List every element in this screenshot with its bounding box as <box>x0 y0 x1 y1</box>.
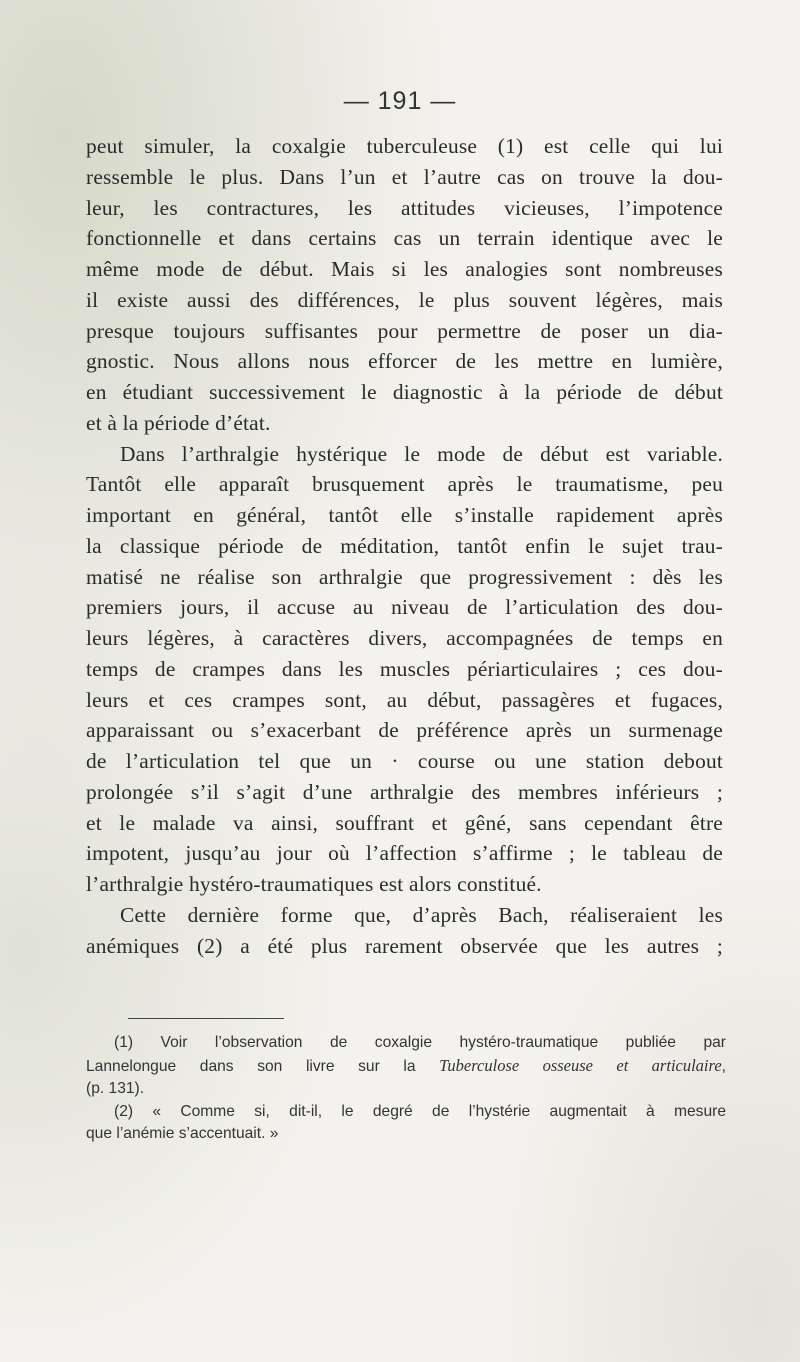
text-line: il existe aussi des différences, le plus souvent légères, mais <box>86 287 723 312</box>
text-line: gnostic. Nous allons nous efforcer de les mettre en lumière, <box>86 349 723 374</box>
text-line: prolongée s’il s’agit d’une arthralgie des membres inférieurs ; <box>86 779 723 804</box>
text-line: ressemble le plus. Dans l’un et l’autre cas on trouve la dou- <box>86 164 723 189</box>
text-line: apparaissant ou s’exacerbant de préférence après un surmenage <box>86 718 723 743</box>
body-text <box>86 131 723 961</box>
text-line: leurs et ces crampes sont, au début, passagères et fugaces, <box>86 687 723 712</box>
footnote-1-text: Lannelongue dans son livre sur la <box>86 1057 440 1075</box>
text-line: presque toujours suffisantes pour permettre de poser un dia- <box>86 318 723 343</box>
text-line: anémiques (2) a été plus rarement observée que les autres ; <box>86 933 723 958</box>
text-line: en étudiant successivement le diagnostic à la période de début <box>86 380 723 404</box>
footnote-1-line: (1) Voir l’observation de coxalgie hystéro-traumatique publiée par <box>114 1034 726 1051</box>
text-line: leurs légères, à caractères divers, accompagnées de temps en <box>86 626 723 650</box>
text-line: matisé ne réalise son arthralgie que progressivement : dès les <box>86 564 723 589</box>
footnote-1-line: (p. 131). <box>86 1080 145 1098</box>
text-line: fonctionnelle et dans certains cas un terrain identique avec le <box>86 226 723 251</box>
text-line: Dans l’arthralgie hystérique le mode de début est variable. <box>120 441 723 466</box>
text-line: même mode de début. Mais si les analogies sont nombreuses <box>86 257 723 281</box>
text-line: la classique période de méditation, tantôt enfin le sujet trau- <box>86 533 723 558</box>
text-line: important en général, tantôt elle s’installe rapidement après <box>86 503 723 527</box>
text-line: premiers jours, il accuse au niveau de l’articulation des dou- <box>86 595 723 620</box>
footnotes <box>86 1032 726 1146</box>
text-line: peut simuler, la coxalgie tuberculeuse (1) est celle qui lui <box>86 134 723 158</box>
footnote-1-book-title: Tuberculose osseuse et articulaire <box>439 1055 722 1075</box>
footnote-2-line: (2) « Comme si, dit-il, le degré de l’hystérie augmentait à mesure <box>114 1102 726 1120</box>
text-line: et le malade va ainsi, souffrant et gêné, sans cependant être <box>86 810 723 835</box>
text-line: leur, les contractures, les attitudes vicieuses, l’impotence <box>86 195 723 220</box>
footnote-1-line <box>86 1055 726 1079</box>
text-line: l’arthralgie hystéro-traumatiques est alors constitué. <box>86 872 542 896</box>
text-line: Cette dernière forme que, d’après Bach, réaliseraient les <box>120 902 723 927</box>
text-line: de l’articulation tel que un · course ou une station debout <box>86 749 723 773</box>
footnote-1-comma: , <box>721 1057 726 1075</box>
text-line: Tantôt elle apparaît brusquement après le traumatisme, peu <box>86 472 723 497</box>
footnote-2-line: que l’anémie s’accentuait. » <box>86 1125 279 1143</box>
footnote-divider <box>128 1018 284 1019</box>
page-number: — 191 — <box>343 87 457 115</box>
text-line: et à la période d’état. <box>86 410 271 435</box>
text-line: impotent, jusqu’au jour où l’affection s’affirme ; le tableau de <box>86 841 723 866</box>
text-line: temps de crampes dans les muscles périarticulaires ; ces dou- <box>86 656 723 681</box>
